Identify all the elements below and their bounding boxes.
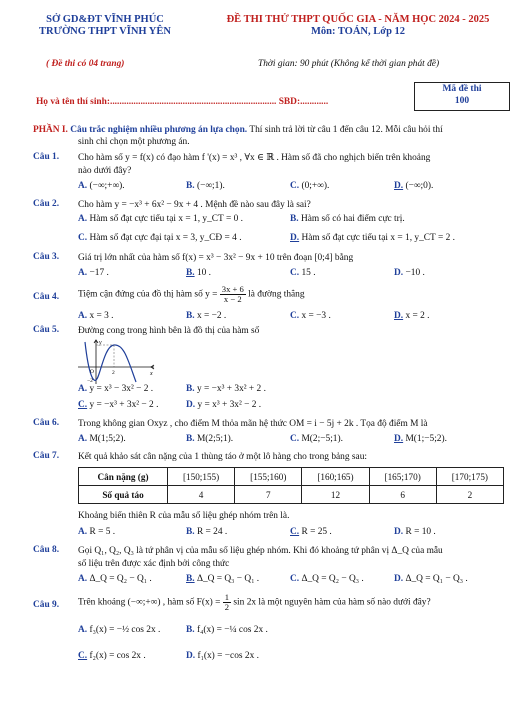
q2-opt-d[interactable]: D. Hàm số đạt cực tiểu tại x = 1, y_CT = 2 .	[290, 233, 455, 243]
q4-number: Câu 4.	[33, 292, 60, 302]
q4-opt-a[interactable]: A. x = 3 .	[78, 311, 114, 321]
candidate-line: Họ và tên thí sinh:....................................................................... SBD:............	[36, 97, 329, 107]
q9-number: Câu 9.	[33, 600, 60, 610]
q6-number: Câu 6.	[33, 418, 60, 428]
table-cell: 6	[369, 486, 436, 504]
q5-number: Câu 5.	[33, 325, 60, 335]
q7-followup: Khoảng biến thiên R của mẫu số liệu ghép nhóm trên là.	[78, 511, 290, 521]
q7-opt-c[interactable]: C. R = 25 .	[290, 527, 332, 537]
q3-stem: Giá trị lớn nhất của hàm số f(x) = x³ − 3x² − 9x + 10 trên đoạn [0;4] bằng	[78, 253, 354, 263]
graph-origin: O	[90, 369, 94, 375]
page-count: ( Đề thi có 04 trang)	[46, 59, 125, 69]
q3-number: Câu 3.	[33, 252, 60, 262]
q1-opt-b[interactable]: B. (−∞;1).	[186, 181, 225, 191]
q7-opt-b[interactable]: B. R = 24 .	[186, 527, 228, 537]
q2-stem: Cho hàm y = −x³ + 6x² − 9x + 4 . Mệnh đề nào sau đây là sai?	[78, 200, 311, 210]
q7-opt-d[interactable]: D. R = 10 .	[394, 527, 436, 537]
q7-stem: Kết quả khảo sát cân nặng của 1 thùng táo ở một lô hàng cho trong bảng sau:	[78, 452, 367, 462]
q4-stem-b: là đường thẳng	[248, 289, 305, 300]
q7-number: Câu 7.	[33, 451, 60, 461]
q4-stem	[78, 285, 305, 304]
school-dept: SỞ GD&ĐT VĨNH PHÚC	[46, 14, 164, 25]
q8-stem-2: số liệu trên được xác định bởi công thức	[78, 559, 230, 569]
q9-stem	[78, 593, 431, 612]
q8-opt-b[interactable]: B. Δ_Q = Q₃ − Q₁ .	[186, 574, 260, 584]
q3-opt-b[interactable]: B. 10 .	[186, 268, 212, 278]
q4-opt-c[interactable]: C. x = −3 .	[290, 311, 331, 321]
data-table	[78, 467, 504, 504]
table-row	[79, 468, 504, 486]
q5-opt-b[interactable]: B. y = −x³ + 3x² + 2 .	[186, 384, 266, 394]
table-cell: [165;170)	[369, 468, 436, 486]
part1-desc: sinh chỉ chọn một phương án.	[78, 137, 190, 147]
table-cell: [155;160)	[235, 468, 302, 486]
q1-number: Câu 1.	[33, 152, 60, 162]
table-cell: [170;175)	[436, 468, 503, 486]
q6-opt-d[interactable]: D. M(1;−5;2).	[394, 434, 447, 444]
q8-opt-a[interactable]: A. Δ_Q = Q₂ − Q₁ .	[78, 574, 152, 584]
q4-stem-a: Tiệm cận đứng của đồ thị hàm số y =	[78, 289, 218, 300]
q9-opt-b[interactable]: B. f₄(x) = −¼ cos 2x .	[186, 625, 268, 635]
q5-graph	[76, 338, 156, 386]
graph-y-label: y	[99, 340, 102, 346]
subject: Môn: TOÁN, Lớp 12	[310, 26, 406, 37]
table-cell: [150;155)	[168, 468, 235, 486]
q6-opt-b[interactable]: B. M(2;5;1).	[186, 434, 234, 444]
graph-x-label: x	[150, 371, 153, 377]
q2-opt-b[interactable]: B. Hàm số có hai điểm cực trị.	[290, 214, 405, 224]
q9-stem-b: sin 2x là một nguyên hàm của hàm số nào dưới đây?	[233, 597, 431, 608]
q6-opt-c[interactable]: C. M(2;−5;1).	[290, 434, 343, 444]
exam-code-label: Mã đề thi	[442, 84, 482, 94]
exam-code-box	[414, 82, 510, 111]
q2-opt-c[interactable]: C. Hàm số đạt cực đại tại x = 3, y_CĐ = 4 .	[78, 233, 242, 243]
table-row	[79, 486, 504, 504]
exam-time: Thời gian: 90 phút (Không kể thời gian phát đề)	[258, 59, 440, 69]
part1-heading: PHẦN I. Câu trắc nghiệm nhiều phương án lựa chọn. Thí sinh trả lời từ câu 1 đến câu 12. Mỗi câu hỏi thí	[33, 125, 443, 135]
q1-stem: Cho hàm số y = f(x) có đạo hàm f '(x) = x³ , ∀x ∈ ℝ . Hàm số đã cho nghịch biến trên khoảng	[78, 153, 431, 163]
exam-title: ĐỀ THI THỬ THPT QUỐC GIA - NĂM HỌC 2024 - 2025	[226, 14, 490, 25]
table-header-cell: Số quả táo	[79, 486, 168, 504]
q1-opt-a[interactable]: A. (−∞;+∞).	[78, 181, 125, 191]
q4-fraction: $\frac{3x + 6}{x - 2}$	[221, 284, 244, 304]
q8-number: Câu 8.	[33, 545, 60, 555]
school-name: TRƯỜNG THPT VĨNH YÊN	[39, 26, 171, 37]
table-cell: 2	[436, 486, 503, 504]
q5-opt-c[interactable]: C. y = −x³ + 3x² − 2 .	[78, 400, 159, 410]
exam-code-value: 100	[454, 96, 470, 106]
q9-fraction: $\frac{1}{2}$	[224, 592, 230, 612]
q6-opt-a[interactable]: A. M(1;5;2).	[78, 434, 126, 444]
cubic-curve	[85, 342, 136, 382]
graph-tick-minus2: −2	[87, 378, 93, 384]
q5-opt-a[interactable]: A. y = x³ − 3x² − 2 .	[78, 384, 154, 394]
q6-stem: Trong không gian Oxyz , cho điểm M thỏa mãn hệ thức OM = i − 5j + 2k . Tọa độ điểm M là	[78, 419, 428, 429]
q3-opt-c[interactable]: C. 15 .	[290, 268, 316, 278]
q9-opt-c[interactable]: C. f₂(x) = cos 2x .	[78, 651, 146, 661]
q7-opt-a[interactable]: A. R = 5 .	[78, 527, 116, 537]
table-cell: [160;165)	[302, 468, 369, 486]
table-cell: 12	[302, 486, 369, 504]
q5-opt-d[interactable]: D. y = x³ + 3x² − 2 .	[186, 400, 262, 410]
graph-tick-2: 2	[112, 370, 115, 376]
table-header-cell: Cân nặng (g)	[79, 468, 168, 486]
q8-opt-d[interactable]: D. Δ_Q = Q₁ − Q₃ .	[394, 574, 468, 584]
table-cell: 4	[168, 486, 235, 504]
q1-opt-c[interactable]: C. (0;+∞).	[290, 181, 330, 191]
q5-stem: Đường cong trong hình bên là đồ thị của hàm số	[78, 326, 260, 336]
q1-opt-d[interactable]: D. (−∞;0).	[394, 181, 434, 191]
q8-stem: Gọi Q₁, Q₂, Q₃ là tứ phân vị của mẫu số liệu ghép nhóm. Khi đó khoảng tứ phân vị Δ_Q của mẫu	[78, 546, 443, 556]
q1-stem-2: nào dưới đây?	[78, 166, 132, 176]
q4-opt-b[interactable]: B. x = −2 .	[186, 311, 227, 321]
q9-stem-a: Trên khoảng (−∞;+∞) , hàm số F(x) =	[78, 597, 221, 608]
table-cell: 7	[235, 486, 302, 504]
q2-opt-a[interactable]: A. Hàm số đạt cực tiểu tại x = 1, y_CT = 0 .	[78, 214, 243, 224]
q2-number: Câu 2.	[33, 199, 60, 209]
q3-opt-a[interactable]: A. −17 .	[78, 268, 109, 278]
q3-opt-d[interactable]: D. −10 .	[394, 268, 425, 278]
q9-opt-d[interactable]: D. f₁(x) = −cos 2x .	[186, 651, 259, 661]
q9-opt-a[interactable]: A. f₃(x) = −½ cos 2x .	[78, 625, 161, 635]
q4-opt-d[interactable]: D. x = 2 .	[394, 311, 430, 321]
q8-opt-c[interactable]: C. Δ_Q = Q₂ − Q₃ .	[290, 574, 364, 584]
